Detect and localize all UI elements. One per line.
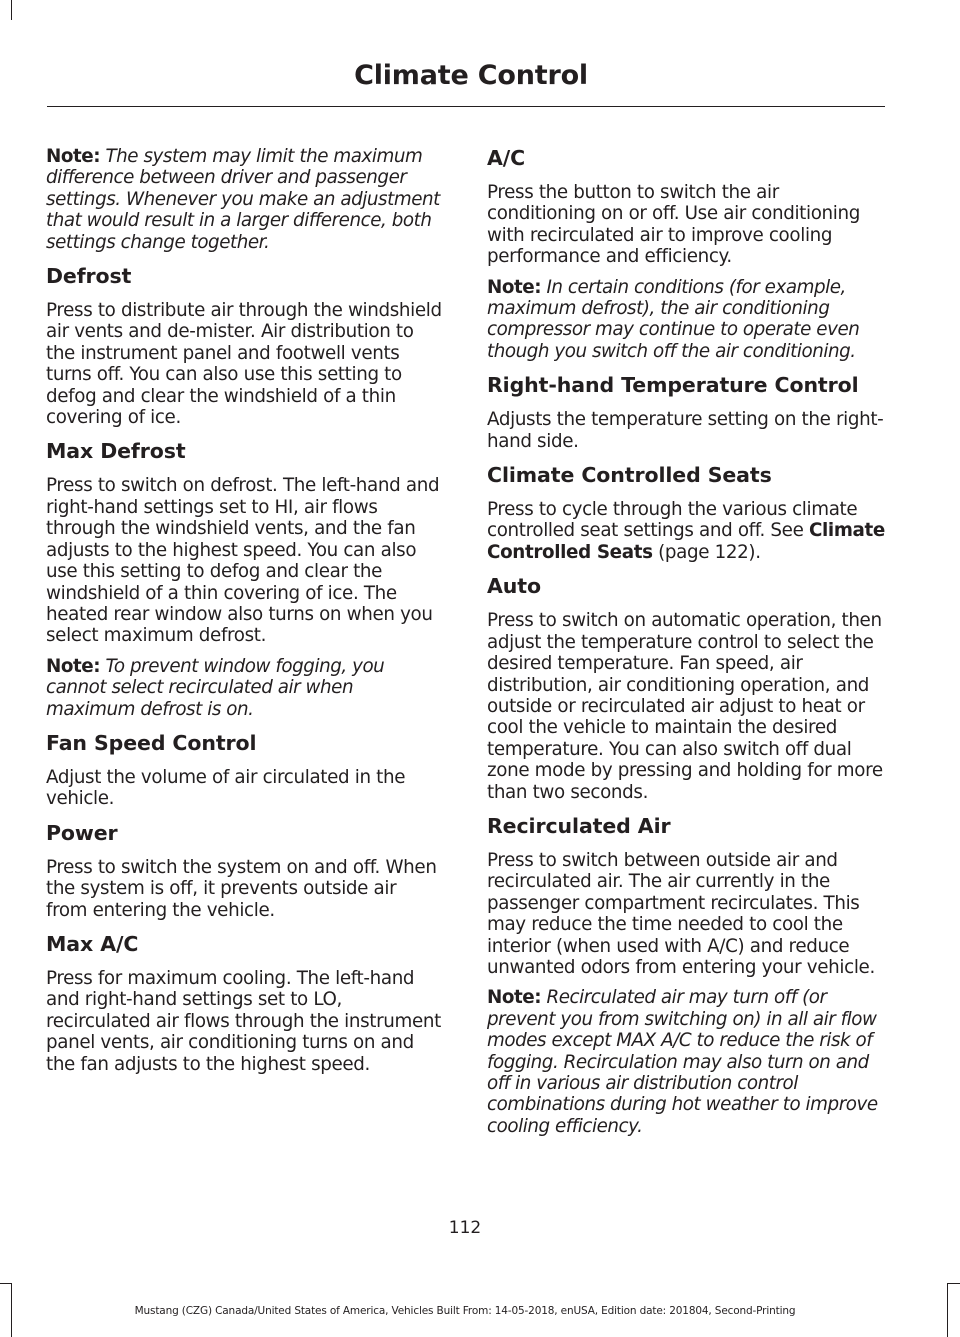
- title-divider: [47, 106, 885, 107]
- climate-seats-reference-link[interactable]: Climate Controlled Seats: [487, 520, 885, 563]
- note-label: Note:: [46, 146, 101, 167]
- note-text: In certain conditions (for example, maximum defrost), the air conditioning compressor may continue to operate even though you switch off the air conditioning.: [487, 276, 860, 362]
- defrost-heading: Defrost: [46, 264, 132, 289]
- note-label: Note:: [487, 276, 542, 298]
- climate-seats-heading: Climate Controlled Seats: [487, 463, 772, 488]
- crop-mark-bottom-right: [947, 1283, 948, 1337]
- climate-seats-text: [487, 499, 885, 563]
- edition-footer: Mustang (CZG) Canada/United States of America, Vehicles Built From: 14-05-2018, enUSA, Edition date: 201804, Second-Printing: [134, 1305, 796, 1317]
- recirculated-air-heading: Recirculated Air: [487, 813, 671, 838]
- climate-seats-page-ref: (page 122).: [652, 541, 761, 563]
- fan-speed-text: Adjust the volume of air circulated in the vehicle.: [46, 766, 406, 810]
- fan-speed-heading: Fan Speed Control: [46, 730, 257, 755]
- note-text: Recirculated air may turn off (or prevent you from switching on) in all air flow modes except MAX A/C to reduce the risk of fogging. Recirculation may also turn on and off in various air distribution control combinations during hot weather to improve cooling efficiency.: [487, 987, 878, 1137]
- recirculated-air-note: [487, 987, 885, 1137]
- max-ac-heading: Max A/C: [46, 931, 139, 956]
- max-defrost-heading: Max Defrost: [46, 439, 186, 464]
- power-text: Press to switch the system on and off. When the system is off, it prevents outside air from entering the vehicle.: [46, 856, 437, 921]
- ac-note: [487, 277, 885, 363]
- recirculated-air-text: Press to switch between outside air and recirculated air. The air currently in the passenger compartment recirculates. This may reduce the time needed to cool the interior (when used with A/C) and reduce unwanted odors from entering your vehicle.: [487, 849, 875, 978]
- max-defrost-note: [46, 656, 442, 720]
- ac-heading: A/C: [487, 146, 526, 170]
- note-text: To prevent window fogging, you cannot select recirculated air when maximum defrost is on.: [46, 655, 385, 720]
- crop-mark-top-left: [11, 0, 12, 20]
- max-defrost-text: Press to switch on defrost. The left-hand and right-hand settings set to HI, air flows through the windshield vents, and the fan adjusts to the highest speed. You can also use this setting to defog and clear the windshield of a thin covering of ice. The heated rear window also turns on when you select maximum defrost.: [46, 475, 440, 647]
- crop-mark-bottom-left-horizontal: [0, 1283, 11, 1284]
- note-label: Note:: [46, 655, 101, 677]
- page-title: Climate Control: [354, 60, 588, 91]
- note-label: Note:: [487, 987, 542, 1009]
- intro-note: [46, 146, 442, 253]
- climate-seats-description: Press to cycle through the various climate controlled seat settings and off. See: [487, 499, 858, 542]
- left-column: [46, 146, 442, 1084]
- auto-heading: Auto: [487, 574, 541, 599]
- page-number: 112: [448, 1218, 482, 1238]
- max-ac-text: Press for maximum cooling. The left-hand and right-hand settings set to LO, recirculated air flows through the instrument panel vents, air conditioning turns on and the fan adjusts to the highest speed.: [46, 967, 441, 1075]
- power-heading: Power: [46, 820, 118, 845]
- crop-mark-bottom-right-horizontal: [947, 1283, 960, 1284]
- right-column: [487, 146, 885, 1146]
- right-temp-heading: Right-hand Temperature Control: [487, 373, 859, 398]
- auto-text: Press to switch on automatic operation, then adjust the temperature control to select the desired temperature. Fan speed, air distribution, air conditioning operation, and outside or recirculated air adjust to heat or cool the vehicle to maintain the desired temperature. You can also switch off dual zone mode by pressing and holding for more than two seconds.: [487, 610, 883, 803]
- note-text: The system may limit the maximum difference between driver and passenger settings. Whenever you make an adjustment that would result in a larger difference, both settings change together.: [46, 146, 440, 253]
- right-temp-text: Adjusts the temperature setting on the right-hand side.: [487, 409, 884, 452]
- defrost-text: Press to distribute air through the windshield air vents and de-mister. Air distribution to the instrument panel and footwell vents turns off. You can also use this setting to defog and clear the windshield of a thin covering of ice.: [46, 300, 442, 429]
- ac-text: Press the button to switch the air conditioning on or off. Use air conditioning with recirculated air to improve cooling performance and efficiency.: [487, 182, 861, 268]
